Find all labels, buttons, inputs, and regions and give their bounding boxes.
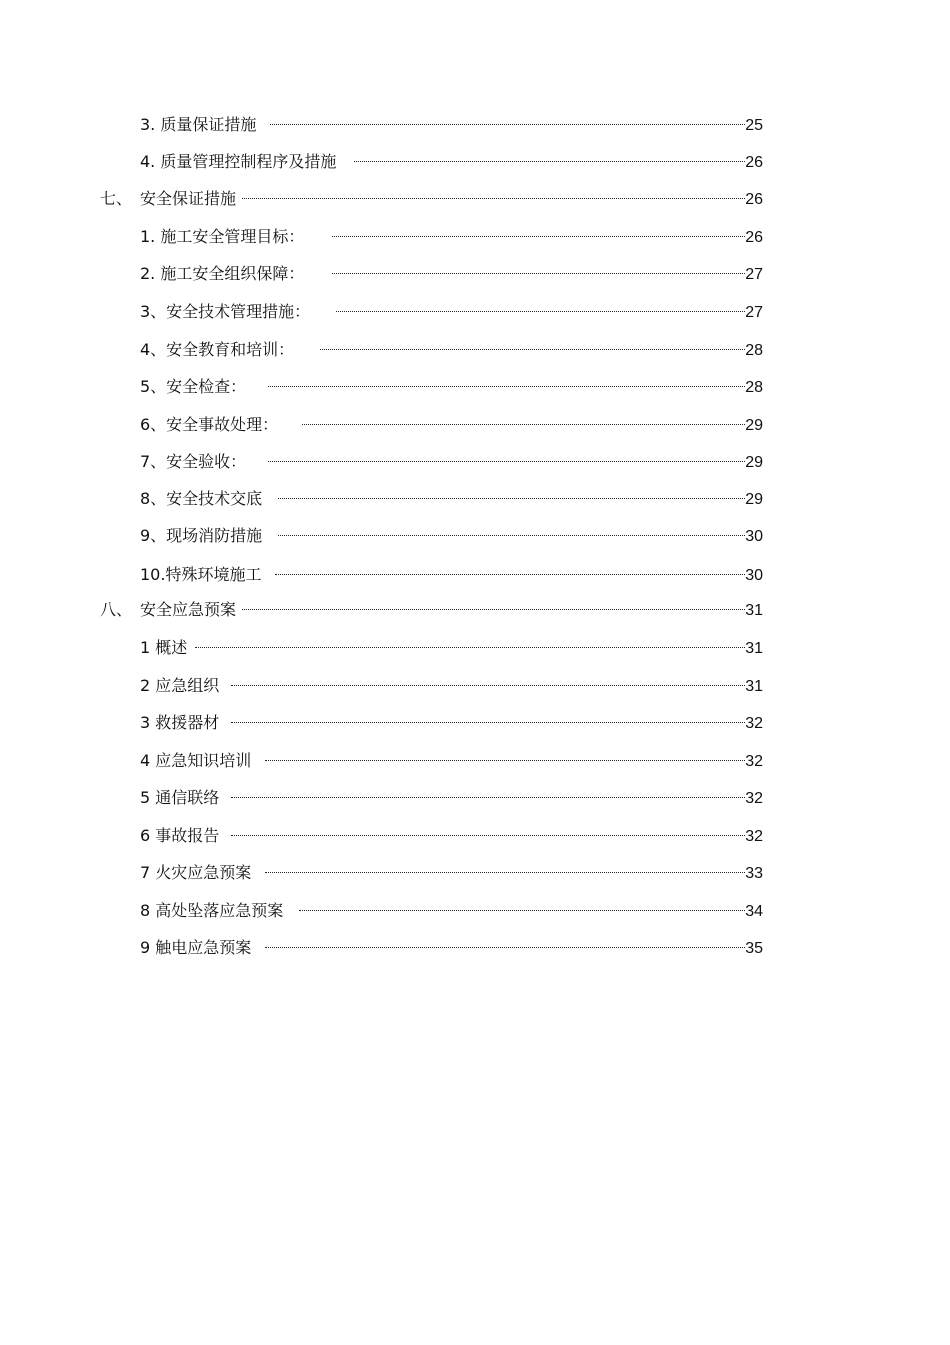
toc-entry[interactable] [140,300,765,324]
toc-entry[interactable] [100,187,765,211]
toc-entry-label: 5、安全检查： [140,377,247,396]
toc-entry-page: 30 [745,567,763,584]
dot-leader [278,498,745,499]
toc-entry[interactable] [140,711,765,735]
toc-entry-label: 9 触电应急预案 [140,938,252,957]
toc-entry[interactable] [140,674,765,698]
toc-entry-page: 31 [745,602,763,619]
toc-entry-label: 8、安全技术交底 [140,489,263,508]
toc-entry-label: 6 事故报告 [140,826,220,845]
toc-entry-page: 28 [745,342,763,359]
toc-entry-page: 29 [745,491,763,508]
toc-entry-page: 26 [745,229,763,246]
dot-leader [354,161,745,162]
dot-leader [268,386,745,387]
toc-entry[interactable] [140,225,765,249]
dot-leader [265,947,745,948]
dot-leader [231,685,745,686]
dot-leader [242,609,745,610]
toc-entry-label: 七、 安全保证措施 [100,189,237,208]
toc-entry-label: 3 救援器材 [140,713,220,732]
toc-entry[interactable] [140,524,765,548]
toc-entry-label: 4. 质量管理控制程序及措施 [140,152,337,171]
dot-leader [268,461,745,462]
toc-entry-page: 35 [745,940,763,957]
toc-entry-label: 7、安全验收： [140,452,247,471]
dot-leader [278,535,745,536]
toc-entry-label: 1. 施工安全管理目标： [140,227,305,246]
toc-entry-page: 25 [745,117,763,134]
toc-entry-label: 3、安全技术管理措施： [140,302,311,321]
toc-entry-label: 4 应急知识培训 [140,751,252,770]
toc-entry[interactable] [140,899,765,923]
toc-entry-label: 9、现场消防措施 [140,526,263,545]
toc-entry[interactable] [100,598,765,622]
toc-entry-page: 32 [745,828,763,845]
dot-leader [231,835,745,836]
toc-entry[interactable] [140,824,765,848]
toc-entry-label: 7 火灾应急预案 [140,863,252,882]
toc-entry[interactable] [140,413,765,437]
toc-entry[interactable] [140,375,765,399]
toc-entry-label: 6、安全事故处理： [140,415,279,434]
toc-entry-page: 29 [745,417,763,434]
toc-entry[interactable] [140,786,765,810]
dot-leader [332,236,745,237]
toc-entry[interactable] [140,636,765,660]
toc-entry-label: 2. 施工安全组织保障： [140,264,305,283]
toc-entry-page: 32 [745,790,763,807]
toc-entry-label: 4、安全教育和培训： [140,340,295,359]
toc-entry-page: 32 [745,715,763,732]
dot-leader [231,722,745,723]
toc-entry-label: 8 高处坠落应急预案 [140,901,284,920]
dot-leader [242,198,745,199]
toc-entry-label: 八、 安全应急预案 [100,600,237,619]
toc-entry[interactable] [140,150,765,174]
toc-entry-page: 31 [745,640,763,657]
toc-entry-page: 26 [745,191,763,208]
toc-entry-page: 26 [745,154,763,171]
toc-entry[interactable] [140,936,765,960]
dot-leader [270,124,745,125]
toc-entry[interactable] [140,861,765,885]
toc-entry-page: 30 [745,528,763,545]
toc-entry[interactable] [140,749,765,773]
toc-entry-label: 1 概述 [140,638,188,657]
toc-entry[interactable] [140,262,765,286]
dot-leader [195,647,745,648]
toc-entry-page: 33 [745,865,763,882]
toc-entry[interactable] [140,563,765,587]
toc-entry-page: 27 [745,266,763,283]
toc-entry[interactable] [140,113,765,137]
toc-entry-page: 31 [745,678,763,695]
toc-entry-label: 10.特殊环境施工 [140,565,262,584]
toc-entry-label: 2 应急组织 [140,676,220,695]
dot-leader [265,760,745,761]
toc-entry-page: 34 [745,903,763,920]
toc-entry-page: 29 [745,454,763,471]
dot-leader [332,273,745,274]
toc-entry-label: 3. 质量保证措施 [140,115,257,134]
toc-entry[interactable] [140,487,765,511]
toc-entry[interactable] [140,338,765,362]
dot-leader [320,349,745,350]
dot-leader [336,311,745,312]
dot-leader [275,574,745,575]
dot-leader [231,797,745,798]
dot-leader [265,872,745,873]
toc-entry-page: 27 [745,304,763,321]
toc-entry-page: 28 [745,379,763,396]
dot-leader [299,910,745,911]
dot-leader [302,424,745,425]
toc-entry[interactable] [140,450,765,474]
toc-entry-page: 32 [745,753,763,770]
toc-entry-label: 5 通信联络 [140,788,220,807]
